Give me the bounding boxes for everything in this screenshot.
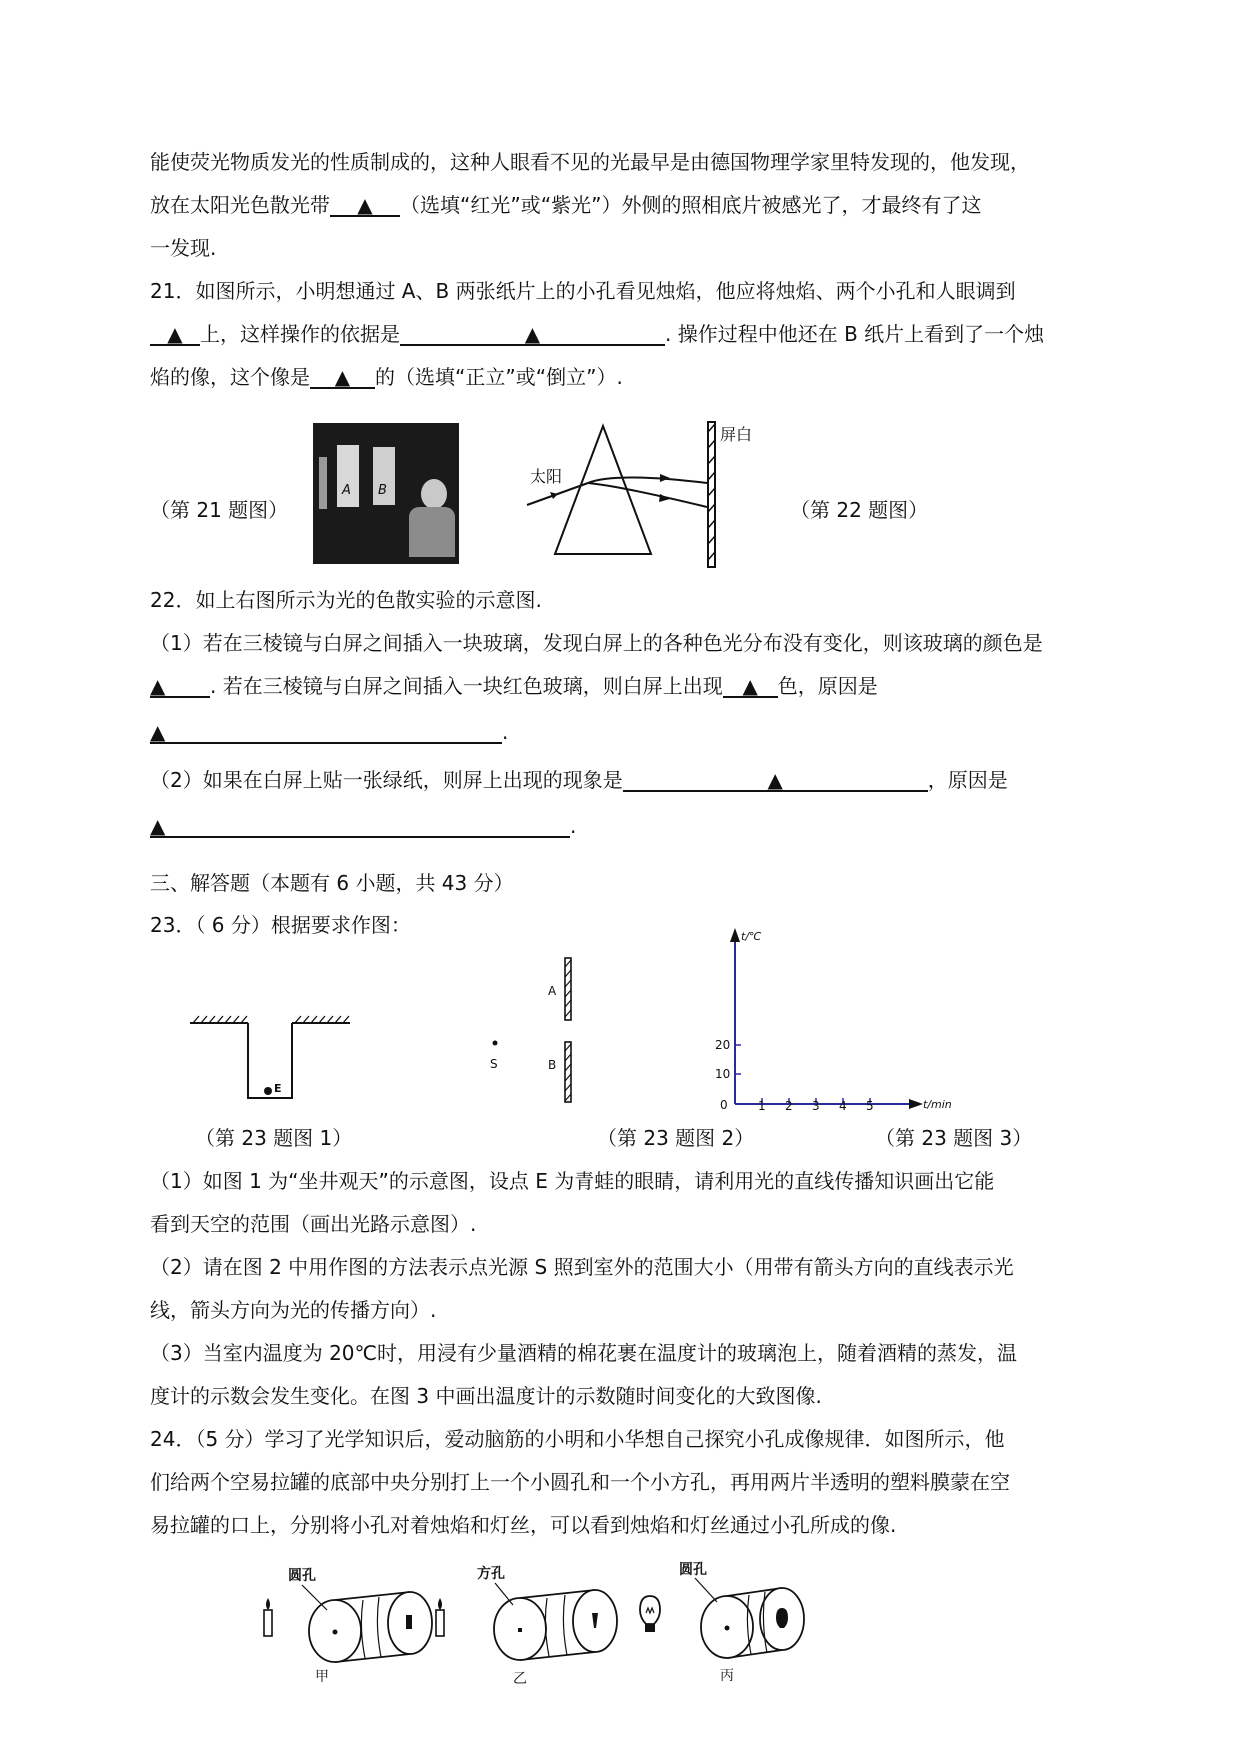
q23-p3-line1: （3）当室内温度为 20℃时，用浸有少量酒精的棉花裹在温度计的玻璃泡上，随着酒精的蒸发，温 [150, 1341, 1017, 1365]
y-tick-label: 10 [715, 1067, 731, 1081]
label-jia: 甲 [315, 1669, 329, 1685]
q20-line3: 一发现. [150, 236, 217, 260]
answer-blank[interactable]: ▲ [150, 720, 502, 744]
fig23-2-caption: （第 23 题图 2） [597, 1126, 755, 1150]
photo-label-a: A [342, 483, 351, 498]
q20-line1: 能使荧光物质发光的性质制成的，这种人眼看不见的光最早是由德国物理学家里特发现的，他发现， [150, 150, 1030, 174]
fig23-3-caption: （第 23 题图 3） [875, 1126, 1033, 1150]
q24-line2: 们给两个空易拉罐的底部中央分别打上一个小圆孔和一个小方孔，再用两片半透明的塑料膜蒙在空 [150, 1470, 1010, 1494]
fig21-photo [313, 423, 459, 564]
y-axis-arrow [730, 928, 740, 942]
q22-p2-line2: ▲ . [150, 814, 577, 838]
candle-icon [264, 1598, 272, 1636]
arrow-upper [660, 474, 670, 482]
q21-line1: 21．如图所示，小明想通过 A、B 两张纸片上的小孔看见烛焰，他应将烛焰、两个小孔和人眼调到 [150, 279, 1016, 303]
fig23-2-room [480, 955, 590, 1105]
light-bulb-icon [640, 1596, 660, 1632]
q24-line3: 易拉罐的口上，分别将小孔对着烛焰和灯丝，可以看到烛焰和灯丝通过小孔所成的像. [150, 1513, 897, 1537]
answer-blank[interactable]: ▲ [150, 322, 200, 346]
q22-p1-line1: （1）若在三棱镜与白屏之间插入一块玻璃，发现白屏上的各种色光分布没有变化，则该玻璃的颜色是 [150, 631, 1043, 655]
q22-p1-line2: ▲ . 若在三棱镜与白屏之间插入一块红色玻璃，则白屏上出现 ▲ 色，原因是 [150, 674, 878, 698]
frog-eye [264, 1087, 272, 1095]
can-bing [695, 1578, 804, 1658]
x-axis-arrow [909, 1099, 923, 1109]
sun-label: 太阳 [530, 467, 563, 486]
answer-blank[interactable]: ▲ [723, 674, 778, 698]
prism [560, 420, 650, 553]
q22-intro: 22．如上右图所示为光的色散实验的示意图. [150, 588, 542, 612]
refracted-ray-lower [588, 483, 707, 507]
q22-p2-line1: （2）如果在白屏上贴一张绿纸，则屏上出现的现象是 ▲ ，原因是 [150, 768, 1008, 792]
q23-p1-line2: 看到天空的范围（画出光路示意图）. [150, 1212, 477, 1236]
fig24-cans [255, 1558, 915, 1688]
paper-left [319, 457, 327, 509]
answer-blank[interactable]: ▲ [400, 322, 665, 346]
screen-label: 屏白 [720, 425, 753, 444]
hole-label-round: 圆孔 [679, 1562, 707, 1578]
x-tick-label: 5 [866, 1099, 874, 1113]
q22-p1-line3: ▲ . [150, 720, 509, 744]
x-tick-label: 4 [839, 1099, 847, 1113]
wall-b-label: B [548, 1058, 557, 1072]
candle-icon [436, 1598, 444, 1636]
fig23-3-axes [705, 920, 965, 1120]
prism-triangle [558, 426, 651, 554]
x-tick-label: 1 [758, 1099, 766, 1113]
fig22-diagram [520, 420, 780, 570]
answer-blank[interactable]: ▲ [150, 814, 570, 838]
q23-p3-line2: 度计的示数会发生变化。在图 3 中画出温度计的示数随时间变化的大致图像. [150, 1384, 822, 1408]
point-e-label: E [274, 1082, 282, 1095]
q23-p1-line1: （1）如图 1 为“坐井观天”的示意图，设点 E 为青蛙的眼睛，请利用光的直线传播知识画出它能 [150, 1169, 995, 1193]
q21-line2: ▲ 上，这样操作的依据是 ▲ . 操作过程中他还在 B 纸片上看到了一个烛 [150, 322, 1044, 346]
answer-blank[interactable]: ▲ [150, 674, 210, 698]
label-bing: 丙 [720, 1668, 734, 1684]
light-source-s [493, 1041, 498, 1046]
q20-line2: 放在太阳光色散光带 ▲ （选填“红光”或“紫光”）外侧的照相底片被感光了，才最终有了这 [150, 193, 982, 217]
section-3-heading: 三、解答题（本题有 6 小题，共 43 分） [150, 871, 514, 895]
hole-label-round: 圆孔 [288, 1568, 316, 1584]
well-walls [248, 1023, 292, 1098]
fig21-caption: （第 21 题图） [150, 498, 289, 522]
q21-line3: 焰的像，这个像是 ▲ 的（选填“正立”或“倒立”）. [150, 365, 623, 389]
q23-p2-line2: 线，箭头方向为光的传播方向）. [150, 1298, 437, 1322]
photo-label-b: B [378, 483, 387, 498]
q24-line1: 24．（5 分）学习了光学知识后，爱动脑筋的小明和小华想自己探究小孔成像规律．如图所示，他 [150, 1427, 1005, 1451]
origin-label: 0 [720, 1098, 728, 1112]
refracted-ray-upper [588, 478, 707, 484]
label-yi: 乙 [513, 1671, 527, 1687]
can-yi [494, 1583, 617, 1660]
wall-a-label: A [548, 984, 557, 998]
q23-title: 23．（ 6 分）根据要求作图： [150, 913, 411, 937]
answer-blank[interactable]: ▲ [310, 365, 375, 389]
fig22-caption: （第 22 题图） [790, 498, 929, 522]
y-axis-label: t/℃ [741, 930, 762, 943]
hole-label-square: 方孔 [477, 1566, 505, 1582]
ground-hatching [193, 1016, 349, 1023]
y-tick-label: 20 [715, 1038, 731, 1052]
fig23-1-well [185, 1010, 360, 1105]
answer-blank[interactable]: ▲ [330, 193, 400, 217]
answer-blank[interactable]: ▲ [623, 768, 928, 792]
x-axis-label: t/min [923, 1098, 952, 1111]
q23-p2-line1: （2）请在图 2 中用作图的方法表示点光源 S 照到室外的范围大小（用带有箭头方向的直线表示光 [150, 1255, 1014, 1279]
fig23-1-caption: （第 23 题图 1） [195, 1126, 353, 1150]
x-tick-label: 2 [785, 1099, 793, 1113]
person-head [421, 479, 447, 509]
point-s-label: S [490, 1057, 498, 1071]
can-jia [302, 1585, 432, 1662]
wall-b [565, 1042, 571, 1102]
person-body [409, 507, 455, 557]
x-tick-label: 3 [812, 1099, 820, 1113]
